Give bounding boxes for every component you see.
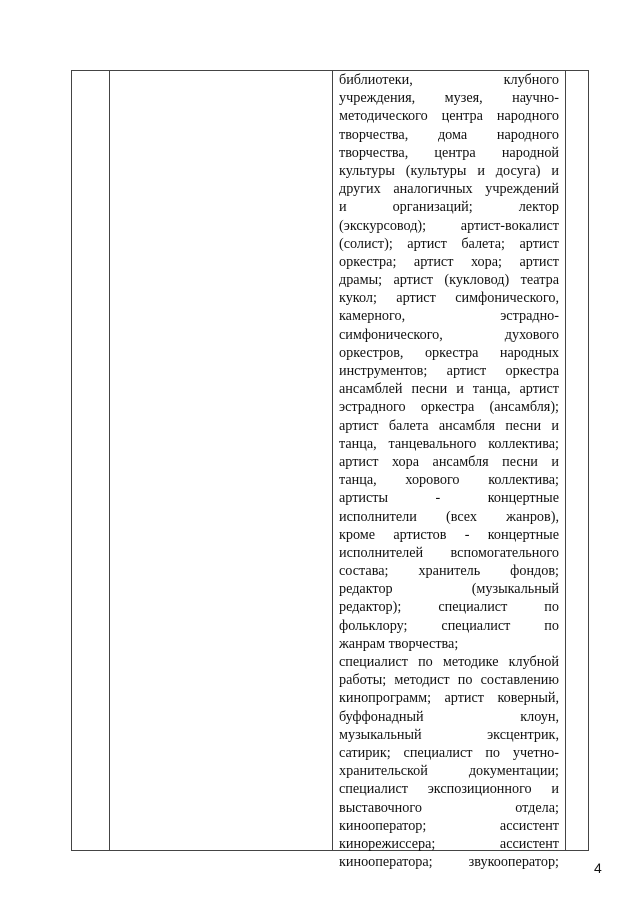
text-line: исполнителей вспомогательного (339, 544, 559, 561)
positions-text (339, 71, 559, 871)
table-column-number (71, 71, 109, 850)
page-number: 4 (594, 860, 602, 876)
text-line: специалист экспозиционного и (339, 781, 559, 798)
text-line: библиотеки, клубного (339, 72, 559, 88)
text-line: состава; хранитель фондов; (339, 563, 559, 580)
text-line: ансамблей песни и танца, артист (339, 381, 559, 398)
text-line: кинооператора; звукооператор; (339, 854, 559, 871)
text-line: танца, танцевального коллектива; (339, 435, 559, 452)
text-line: оркестров, оркестра народных (339, 344, 559, 361)
table-column-positions (332, 71, 565, 871)
text-line: кукол; артист симфонического, (339, 290, 559, 307)
text-line: драмы; артист (кукловод) театра (339, 272, 559, 289)
text-line: выставочного отдела; (339, 799, 559, 816)
text-line: других аналогичных учреждений (339, 181, 559, 198)
text-line: камерного, эстрадно- (339, 308, 559, 325)
text-line: фольклору; специалист по (339, 617, 559, 634)
table-column-group (109, 71, 332, 850)
text-line: кинопрограмм; артист коверный, (339, 690, 559, 707)
text-line: учреждения, музея, научно- (339, 90, 559, 107)
text-line: и организаций; лектор (339, 199, 559, 216)
text-line: работы; методист по составлению (339, 672, 559, 689)
text-line: редактор (музыкальный (339, 581, 559, 598)
text-line: кроме артистов - концертные (339, 526, 559, 543)
text-line: (солист); артист балета; артист (339, 235, 559, 252)
text-line: танца, хорового коллектива; (339, 472, 559, 489)
text-line: (экскурсовод); артист-вокалист (339, 217, 559, 234)
text-line: артисты - концертные (339, 490, 559, 507)
text-line: методического центра народного (339, 108, 559, 125)
text-line: сатирик; специалист по учетно- (339, 744, 559, 761)
text-line: оркестра; артист хора; артист (339, 253, 559, 270)
text-line: хранительской документации; (339, 763, 559, 780)
text-line: буффонадный клоун, (339, 708, 559, 725)
document-table (71, 70, 589, 871)
text-line: кинорежиссера; ассистент (339, 835, 559, 852)
text-line: специалист по методике клубной (339, 654, 559, 670)
text-line: эстрадного оркестра (ансамбля); (339, 399, 559, 416)
text-line: творчества, дома народного (339, 126, 559, 143)
text-line: артист балета ансамбля песни и (339, 417, 559, 434)
text-line: редактор); специалист по (339, 599, 559, 616)
text-line: артист хора ансамбля песни и (339, 453, 559, 470)
text-line: культуры (культуры и досуга) и (339, 162, 559, 179)
text-line: жанрам творчества; (339, 635, 459, 652)
table-column-notes (565, 71, 589, 850)
text-line: инструментов; артист оркестра (339, 363, 559, 379)
text-line: творчества, центра народной (339, 144, 559, 161)
text-line: кинооператор; ассистент (339, 817, 559, 834)
text-line: исполнители (всех жанров), (339, 508, 559, 525)
text-line: симфонического, духового (339, 326, 559, 343)
text-line: музыкальный эксцентрик, (339, 726, 559, 743)
